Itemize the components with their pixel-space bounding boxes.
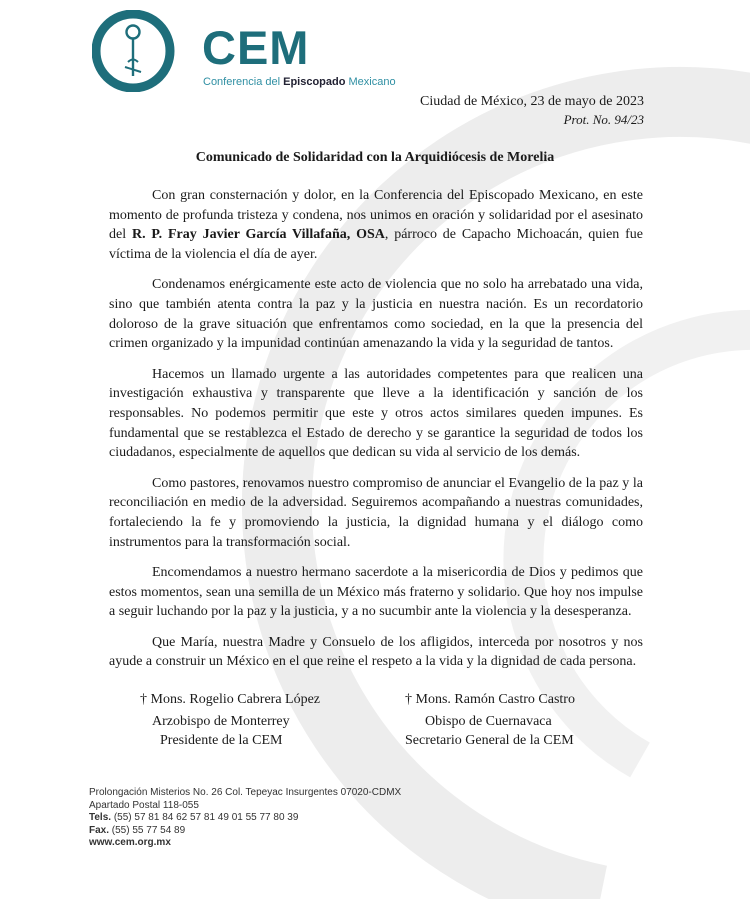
footer-address: Prolongación Misterios No. 26 Col. Tepeyac Insurgentes 07020-CDMX (89, 787, 402, 798)
protocol-number: Prot. No. 94/23 (563, 112, 644, 127)
paragraph-2: Condenamos enérgicamente este acto de violencia que no solo ha arrebatado una vida, sino que también atenta contra la paz y la justicia en nuestra nación. Es un recordatorio doloroso de la grave situación que enfrentamos como sociedad, en la que la presencia del crimen organizado y la impunidad continúan amenazando la vida y la seguridad de tantos. (109, 277, 643, 352)
paragraph-1: Con gran consternación y dolor, en la Conferencia del Episcopado Mexicano, en este momento de profunda tristeza y condena, nos unimos en oración y solidaridad por el asesinato del R. P. Fray Javier García Villafaña, OSA, párroco de Capacho Michoacán, quien fue víctima de la violencia el día de ayer. (109, 188, 644, 262)
signatory-title: Obispo de Cuernavaca (425, 714, 552, 729)
footer-fax: Fax. (55) 55 77 54 89 (89, 824, 186, 836)
signatory-role: Presidente de la CEM (160, 733, 283, 748)
paragraph-4: Como pastores, renovamos nuestro compromiso de anunciar el Evangelio de la paz y la reconciliación en medio de la adversidad. Seguiremos acompañando a nuestras comunidades, fortaleciendo la fe y promoviendo la justicia, la dignidad humana y el diálogo como instrumentos para la transformación social. (109, 475, 643, 550)
signatory-role: Secretario General de la CEM (405, 733, 574, 748)
priest-name: R. P. Fray Javier García Villafaña, OSA (131, 227, 385, 243)
signature-right (405, 690, 575, 750)
signatory-title: Arzobispo de Monterrey (152, 714, 290, 729)
paragraph-5: Encomendamos a nuestro hermano sacerdote a la misericordia de Dios y pedimos que estos momentos, sean una semilla de un México más fraterno y solidario. Que hoy nos impulse a seguir luchando por la paz y la justicia, y a no sucumbir ante la violencia y la desesperanza. (109, 565, 643, 620)
cem-wordmark: CEM (202, 21, 310, 74)
footer-website[interactable]: www.cem.org.mx (89, 837, 171, 848)
footer-po-box: Apartado Postal 118-055 (89, 799, 199, 811)
signatory-name: † Mons. Rogelio Cabrera López (140, 692, 321, 707)
paragraph-3: Hacemos un llamado urgente a las autoridades competentes para que realicen una investigación exhaustiva y transparente que lleve a la identificación y sanción de los responsables. No podemos permitir que este y otros actos similares queden impunes. Es fundamental que se restablezca el Estado de derecho y se garantice la seguridad de todos los ciudadanos, especialmente de aquellos que dedican su vida al servicio de los demás. (109, 366, 643, 461)
cem-emblem-icon (92, 10, 192, 92)
dateline (420, 93, 644, 129)
cem-logo (92, 10, 422, 92)
signatory-name: † Mons. Ramón Castro Castro (405, 692, 575, 707)
signature-left (140, 690, 320, 750)
place-date: Ciudad de México, 23 de mayo de 2023 (420, 94, 644, 109)
footer-phones: Tels. (55) 57 81 84 62 57 81 49 01 55 77 80 39 (89, 812, 299, 823)
paragraph-6: Que María, nuestra Madre y Consuelo de los afligidos, interceda por nosotros y nos ayude a construir un México en el que reine el respeto a la vida y la dignidad de cada persona. (109, 634, 643, 670)
letter-body (109, 186, 643, 683)
footer-contact (89, 787, 401, 850)
cem-subtitle: Conferencia del Episcopado Mexicano (203, 76, 396, 88)
document-title: Comunicado de Solidaridad con la Arquidiócesis de Morelia (195, 150, 555, 165)
